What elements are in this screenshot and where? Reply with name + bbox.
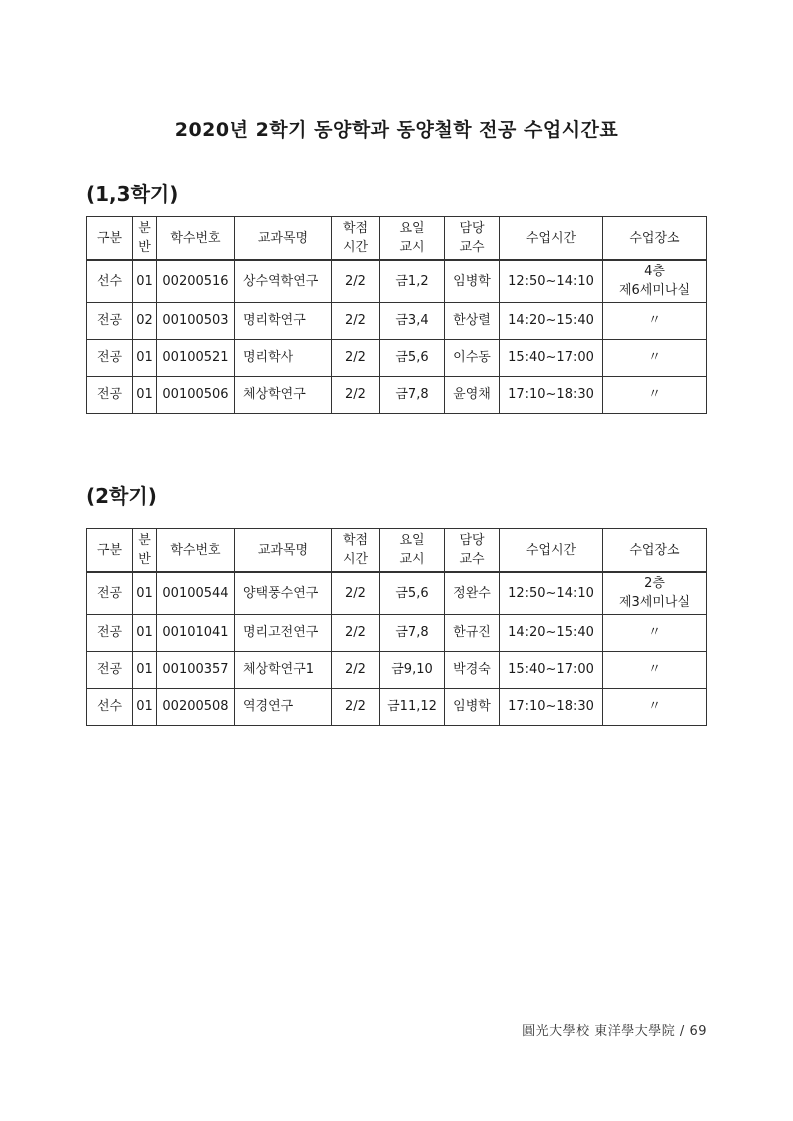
cell-section: 01	[133, 688, 157, 725]
cell-category: 전공	[87, 651, 133, 688]
cell-day: 금1,2	[380, 260, 445, 302]
table-row	[87, 339, 707, 376]
header-category: 구분	[87, 529, 133, 573]
cell-subject: 체상학연구1	[235, 651, 332, 688]
cell-section: 01	[133, 572, 157, 614]
schedule-table-2	[86, 528, 707, 726]
header-professor: 담당 교수	[445, 217, 500, 261]
cell-category: 전공	[87, 614, 133, 651]
header-section: 분 반	[133, 217, 157, 261]
cell-course-no: 00100544	[157, 572, 235, 614]
cell-course-no: 00101041	[157, 614, 235, 651]
table-header-row	[87, 529, 707, 573]
cell-section: 01	[133, 376, 157, 413]
cell-time: 17:10~18:30	[500, 376, 603, 413]
cell-room: 〃	[603, 614, 707, 651]
cell-section: 01	[133, 651, 157, 688]
header-day: 요일 교시	[380, 217, 445, 261]
cell-course-no: 00100357	[157, 651, 235, 688]
header-subject: 교과목명	[235, 217, 332, 261]
table-row	[87, 302, 707, 339]
cell-credit: 2/2	[332, 339, 380, 376]
table-row	[87, 376, 707, 413]
cell-professor: 한상렬	[445, 302, 500, 339]
cell-room: 〃	[603, 302, 707, 339]
table-row	[87, 260, 707, 302]
cell-day: 금11,12	[380, 688, 445, 725]
cell-time: 14:20~15:40	[500, 614, 603, 651]
cell-room: 〃	[603, 339, 707, 376]
table-row	[87, 614, 707, 651]
cell-day: 금5,6	[380, 339, 445, 376]
schedule-table-1-3	[86, 216, 707, 414]
cell-section: 01	[133, 614, 157, 651]
cell-time: 15:40~17:00	[500, 651, 603, 688]
section-heading-2: (2학기)	[86, 484, 157, 508]
cell-professor: 임병학	[445, 260, 500, 302]
cell-room: 2층 제3세미나실	[603, 572, 707, 614]
cell-course-no: 00100521	[157, 339, 235, 376]
header-day: 요일 교시	[380, 529, 445, 573]
cell-category: 전공	[87, 339, 133, 376]
header-course-no: 학수번호	[157, 529, 235, 573]
cell-subject: 상수역학연구	[235, 260, 332, 302]
cell-time: 12:50~14:10	[500, 260, 603, 302]
table-row	[87, 651, 707, 688]
page-footer: 圓光大學校 東洋學大學院 / 69	[522, 1024, 707, 1039]
cell-day: 금3,4	[380, 302, 445, 339]
cell-credit: 2/2	[332, 260, 380, 302]
cell-time: 15:40~17:00	[500, 339, 603, 376]
cell-credit: 2/2	[332, 376, 380, 413]
cell-room: 4층 제6세미나실	[603, 260, 707, 302]
cell-credit: 2/2	[332, 688, 380, 725]
header-category: 구분	[87, 217, 133, 261]
cell-credit: 2/2	[332, 302, 380, 339]
cell-category: 전공	[87, 302, 133, 339]
cell-course-no: 00100503	[157, 302, 235, 339]
cell-course-no: 00200508	[157, 688, 235, 725]
cell-subject: 양택풍수연구	[235, 572, 332, 614]
header-time: 수업시간	[500, 217, 603, 261]
cell-professor: 한규진	[445, 614, 500, 651]
header-room: 수업장소	[603, 529, 707, 573]
cell-professor: 임병학	[445, 688, 500, 725]
header-professor: 담당 교수	[445, 529, 500, 573]
header-room: 수업장소	[603, 217, 707, 261]
cell-credit: 2/2	[332, 572, 380, 614]
cell-subject: 명리학사	[235, 339, 332, 376]
header-subject: 교과목명	[235, 529, 332, 573]
header-course-no: 학수번호	[157, 217, 235, 261]
cell-professor: 이수동	[445, 339, 500, 376]
cell-category: 선수	[87, 688, 133, 725]
cell-room: 〃	[603, 651, 707, 688]
cell-time: 12:50~14:10	[500, 572, 603, 614]
cell-course-no: 00200516	[157, 260, 235, 302]
cell-section: 01	[133, 339, 157, 376]
header-time: 수업시간	[500, 529, 603, 573]
cell-day: 금7,8	[380, 376, 445, 413]
header-credit: 학점 시간	[332, 217, 380, 261]
table-header-row	[87, 217, 707, 261]
cell-day: 금5,6	[380, 572, 445, 614]
header-credit: 학점 시간	[332, 529, 380, 573]
cell-credit: 2/2	[332, 614, 380, 651]
cell-time: 17:10~18:30	[500, 688, 603, 725]
section-heading-1-3: (1,3학기)	[86, 182, 179, 206]
cell-category: 전공	[87, 376, 133, 413]
page-title: 2020년 2학기 동양학과 동양철학 전공 수업시간표	[174, 119, 619, 141]
cell-professor: 박경숙	[445, 651, 500, 688]
cell-section: 01	[133, 260, 157, 302]
cell-subject: 명리학연구	[235, 302, 332, 339]
cell-subject: 명리고전연구	[235, 614, 332, 651]
cell-category: 전공	[87, 572, 133, 614]
cell-section: 02	[133, 302, 157, 339]
cell-day: 금9,10	[380, 651, 445, 688]
cell-subject: 역경연구	[235, 688, 332, 725]
header-section: 분 반	[133, 529, 157, 573]
cell-professor: 윤영채	[445, 376, 500, 413]
table-row	[87, 572, 707, 614]
cell-course-no: 00100506	[157, 376, 235, 413]
cell-room: 〃	[603, 376, 707, 413]
cell-day: 금7,8	[380, 614, 445, 651]
table-row	[87, 688, 707, 725]
cell-professor: 정완수	[445, 572, 500, 614]
cell-time: 14:20~15:40	[500, 302, 603, 339]
cell-room: 〃	[603, 688, 707, 725]
cell-subject: 체상학연구	[235, 376, 332, 413]
cell-credit: 2/2	[332, 651, 380, 688]
cell-category: 선수	[87, 260, 133, 302]
